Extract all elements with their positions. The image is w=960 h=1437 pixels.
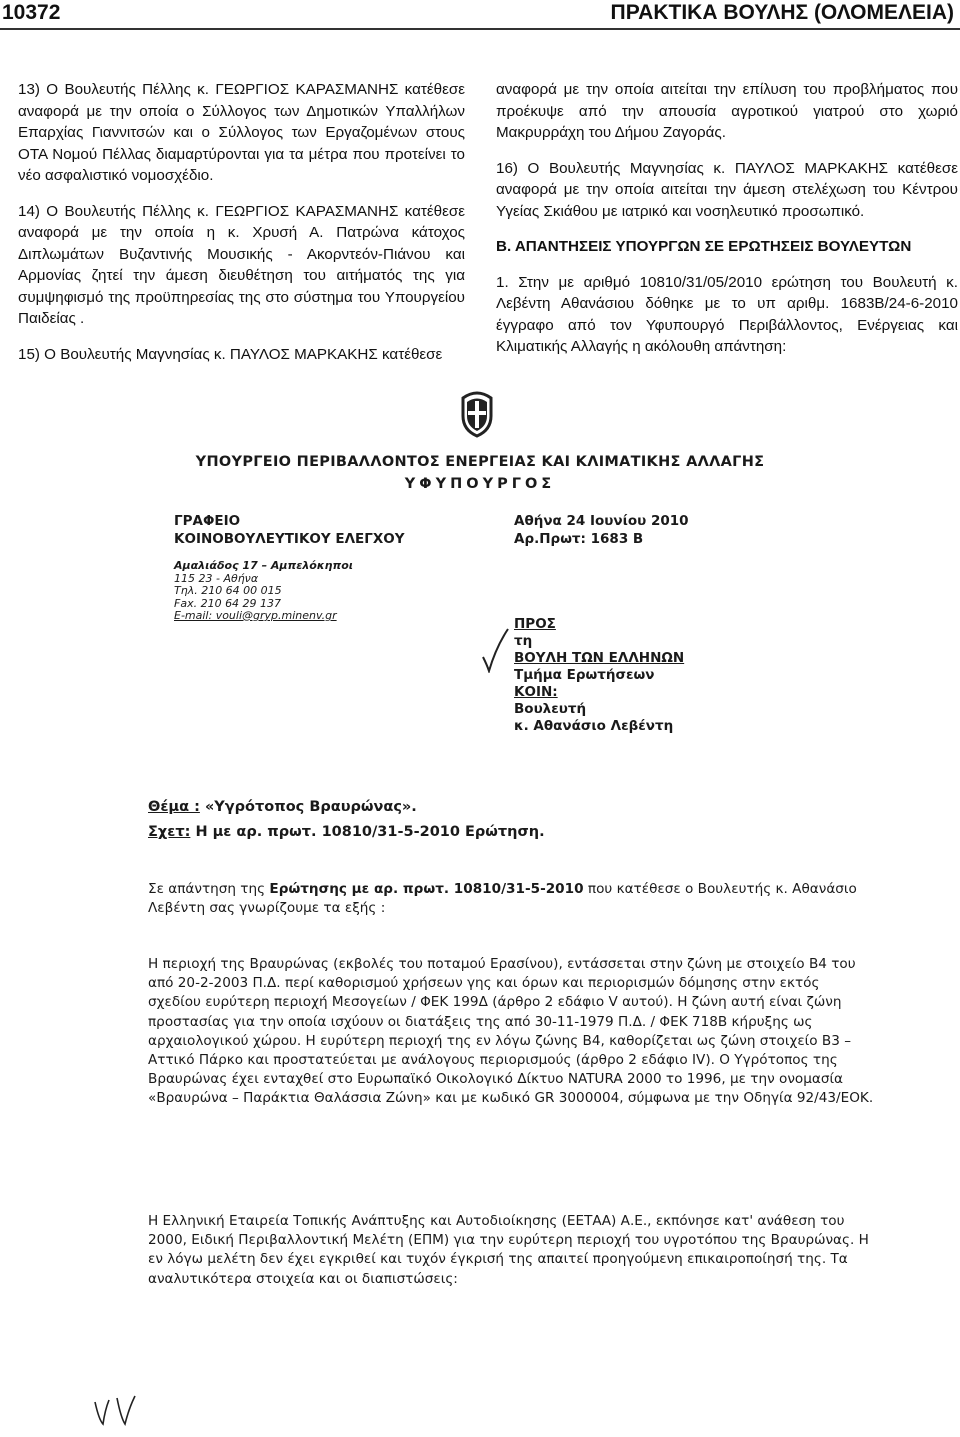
recipient-line-2: ΒΟΥΛΗ ΤΩΝ ΕΛΛΗΝΩΝ (514, 650, 685, 666)
cc-block (514, 684, 673, 735)
office-line-1: ΓΡΑΦΕΙΟ (174, 513, 241, 529)
cc-line-2: κ. Αθανάσιο Λεβέντη (514, 718, 674, 734)
petition-15-end: αναφορά με την οποία αιτείται την επίλυση του προβλήματος που προέκυψε από την απουσία αγροτικού γιατρού στο χωριό Μακρυρράχη του Δήμου Ζαγοράς. (496, 81, 958, 141)
letter-date: Αθήνα 24 Ιουνίου 2010 (514, 513, 689, 529)
petition-13: 13) Ο Βουλευτής Πέλλης κ. ΓΕΩΡΓΙΟΣ ΚΑΡΑΣΜΑΝΗΣ κατέθεσε αναφορά με την οποία ο Σύλλογος των Δημοτικών Υπαλλήλων Επαρχίας Γιαννιτσών και ο Σύλλογος των Εργαζομένων στους ΟΤΑ Νομού Πέλλας διαμαρτύρονται για τα μέτρα που προτείνει το νέο ασφαλιστικό νομοσχέδιο. (18, 81, 465, 184)
petition-16: 16) Ο Βουλευτής Μαγνησίας κ. ΠΑΥΛΟΣ ΜΑΡΚΑΚΗΣ κατέθεσε αναφορά με την οποία αιτείται την άμεση στελέχωση του Κέντρου Υγείας Σκιάθου με ιατρικό και νοσηλευτικό προσωπικό. (496, 159, 958, 220)
subject-text: «Υγρότοπος Βραυρώνας». (199, 799, 417, 815)
phone-number: Τηλ. 210 64 00 015 (174, 584, 282, 597)
letter-intro (148, 880, 876, 918)
office-line-2: ΚΟΙΝΟΒΟΥΛΕΥΤΙΚΟΥ ΕΛΕΓΧΟΥ (174, 531, 405, 547)
answer-intro: 1. Στην με αριθμό 10810/31/05/2010 ερώτηση του Βουλευτή κ. Λεβέντη Αθανάσιου δόθηκε με το υπ αριθμ. 1683Β/24-6-2010 έγγραφο από τον Υφυπουργό Περιβάλλοντος, Ενέργειας και Κλιματικής Αλλαγής η ακόλουθη απάντηση: (496, 273, 958, 355)
petition-14: 14) Ο Βουλευτής Πέλλης κ. ΓΕΩΡΓΙΟΣ ΚΑΡΑΣΜΑΝΗΣ κατέθεσε αναφορά με την οποία η κ. Χρυσή Α. Πατρώνα κάτοχος Διπλωμάτων Βυζαντινής Μουσικής - Ακορντεόν-Πιάνου και Αρμονίας ζητεί την άμεση διευθέτηση του αιτήματός της για συμψηφισμό της προϋπηρεσίας της στο σύστημα του Υπουργείου Παιδείας . (18, 202, 465, 327)
office-block (174, 512, 405, 548)
date-block (514, 512, 689, 548)
header-rule (0, 28, 960, 30)
ministry-name: ΥΠΟΥΡΓΕΙΟ ΠΕΡΙΒΑΛΛΟΝΤΟΣ ΕΝΕΡΓΕΙΑΣ ΚΑΙ ΚΛΙΜΑΤΙΚΗΣ ΑΛΛΑΓΗΣ (195, 454, 765, 470)
subject-label: Θέμα : (148, 799, 200, 815)
greek-state-emblem-icon (457, 390, 497, 438)
scanned-letter (120, 390, 920, 1430)
intro-part-a: Σε απάντηση της (148, 881, 270, 897)
reference-label: Σχετ: (148, 824, 191, 840)
address-block (174, 560, 353, 623)
publication-title: ΠΡΑΚΤΙΚΑ ΒΟΥΛΗΣ (ΟΛΟΜΕΛΕΙΑ) (610, 1, 954, 24)
left-column (18, 79, 465, 379)
intro-part-b: Ερώτησης με αρ. πρωτ. 10810/31-5-2010 (269, 881, 584, 897)
cc-label: ΚΟΙΝ: (514, 684, 558, 700)
recipient-line-1: τη (514, 633, 533, 649)
address-city: 115 23 - Αθήνα (174, 571, 259, 585)
recipient-label: ΠΡΟΣ (514, 616, 556, 632)
page-number: 10372 (2, 1, 61, 24)
subject-block (148, 795, 545, 845)
letter-paragraph-2: Η περιοχή της Βραυρώνας (εκβολές του ποταμού Ερασίνου), εντάσσεται στην ζώνη με στοιχείο Β4 του από 20-2-2003 Π.Δ. περί καθορισμού χρήσεων γης και όρων και περιορισμών δόμησης στην εκτός σχεδίου ευρύτερη περιοχή Μεσογείων / ΦΕΚ 199Δ (άρθρο 2 εδάφιο V αυτού). Η ζώνη αυτή είναι ζώνη προστασίας για την οποία ισχύουν οι διατάξεις της από 30-11-1979 Π.Δ. / ΦΕΚ 718Β κήρυξης ως αρχαιολογικού χώρου. Η ευρύτερη περιοχή της εν λόγω ζώνης Β4, καθορίζεται ως ζώνη στοιχείο Β3 – Αττικό Πάρκο και προστατεύεται με ανάλογους περιορισμούς (άρθρο 2 εδάφιο IV). Ο Υγρότοπος της Βραυρώνας έχει ενταχθεί στο Ευρωπαϊκό Οικολογικό Δίκτυο NATURA 2000 το 1996, με την ονομασία «Βραυρώνα – Παράκτια Θαλάσσια Ζώνη» και με κωδικό GR 3000004, σύμφωνα με την Οδηγία 92/43/ΕΟΚ. (148, 956, 874, 1107)
intro-part-c: που κατέθεσε ο Βουλευτής κ. Αθανάσιο Λεβέντη σας γνωρίζουμε τα εξής : (148, 881, 857, 917)
section-heading: Β. ΑΠΑΝΤΗΣΕΙΣ ΥΠΟΥΡΓΩΝ ΣΕ ΕΡΩΤΗΣΕΙΣ ΒΟΥΛΕΥΤΩΝ (496, 238, 912, 255)
reference-line (148, 820, 545, 845)
fax-number: Fax. 210 64 29 137 (174, 596, 282, 610)
recipient-block (514, 616, 684, 684)
cc-line-1: Βουλευτή (514, 701, 587, 717)
page-header (0, 0, 960, 26)
right-column (496, 79, 958, 372)
handwritten-checkmark-icon (480, 627, 510, 673)
petition-15-start: 15) Ο Βουλευτής Μαγνησίας κ. ΠΑΥΛΟΣ ΜΑΡΚΑΚΗΣ κατέθεσε (18, 345, 443, 363)
letter-paragraph-3: Η Ελληνική Εταιρεία Τοπικής Ανάπτυξης και Αυτοδιοίκησης (ΕΕΤΑΑ) Α.Ε., εκπόνησε κατ' ανάθεση του 2000, Ειδική Περιβαλλοντική Μελέτη (ΕΠΜ) για την ευρύτερη περιοχή του υγροτόπου της Βραυρώνας. Η εν λόγω μελέτη δεν έχει εγκριθεί και τυχόν έγκρισή της απαιτεί προηγούμενη επικαιροποίησή της. Τα αναλυτικότερα στοιχεία και οι διαπιστώσεις: (148, 1213, 869, 1287)
reference-text: Η με αρ. πρωτ. 10810/31-5-2010 Ερώτηση. (190, 824, 545, 840)
address-street: Αμαλιάδος 17 – Αμπελόκηποι (174, 559, 354, 572)
subject-line (148, 795, 545, 820)
handwritten-initials-icon (85, 1390, 165, 1430)
email-address: E-mail: vouli@gryp.minenv.gr (174, 609, 337, 622)
recipient-line-3: Τμήμα Ερωτήσεων (514, 667, 655, 683)
protocol-number: Αρ.Πρωτ: 1683 Β (514, 531, 644, 547)
deputy-minister: ΥΦΥΠΟΥΡΓΟΣ (404, 476, 556, 492)
